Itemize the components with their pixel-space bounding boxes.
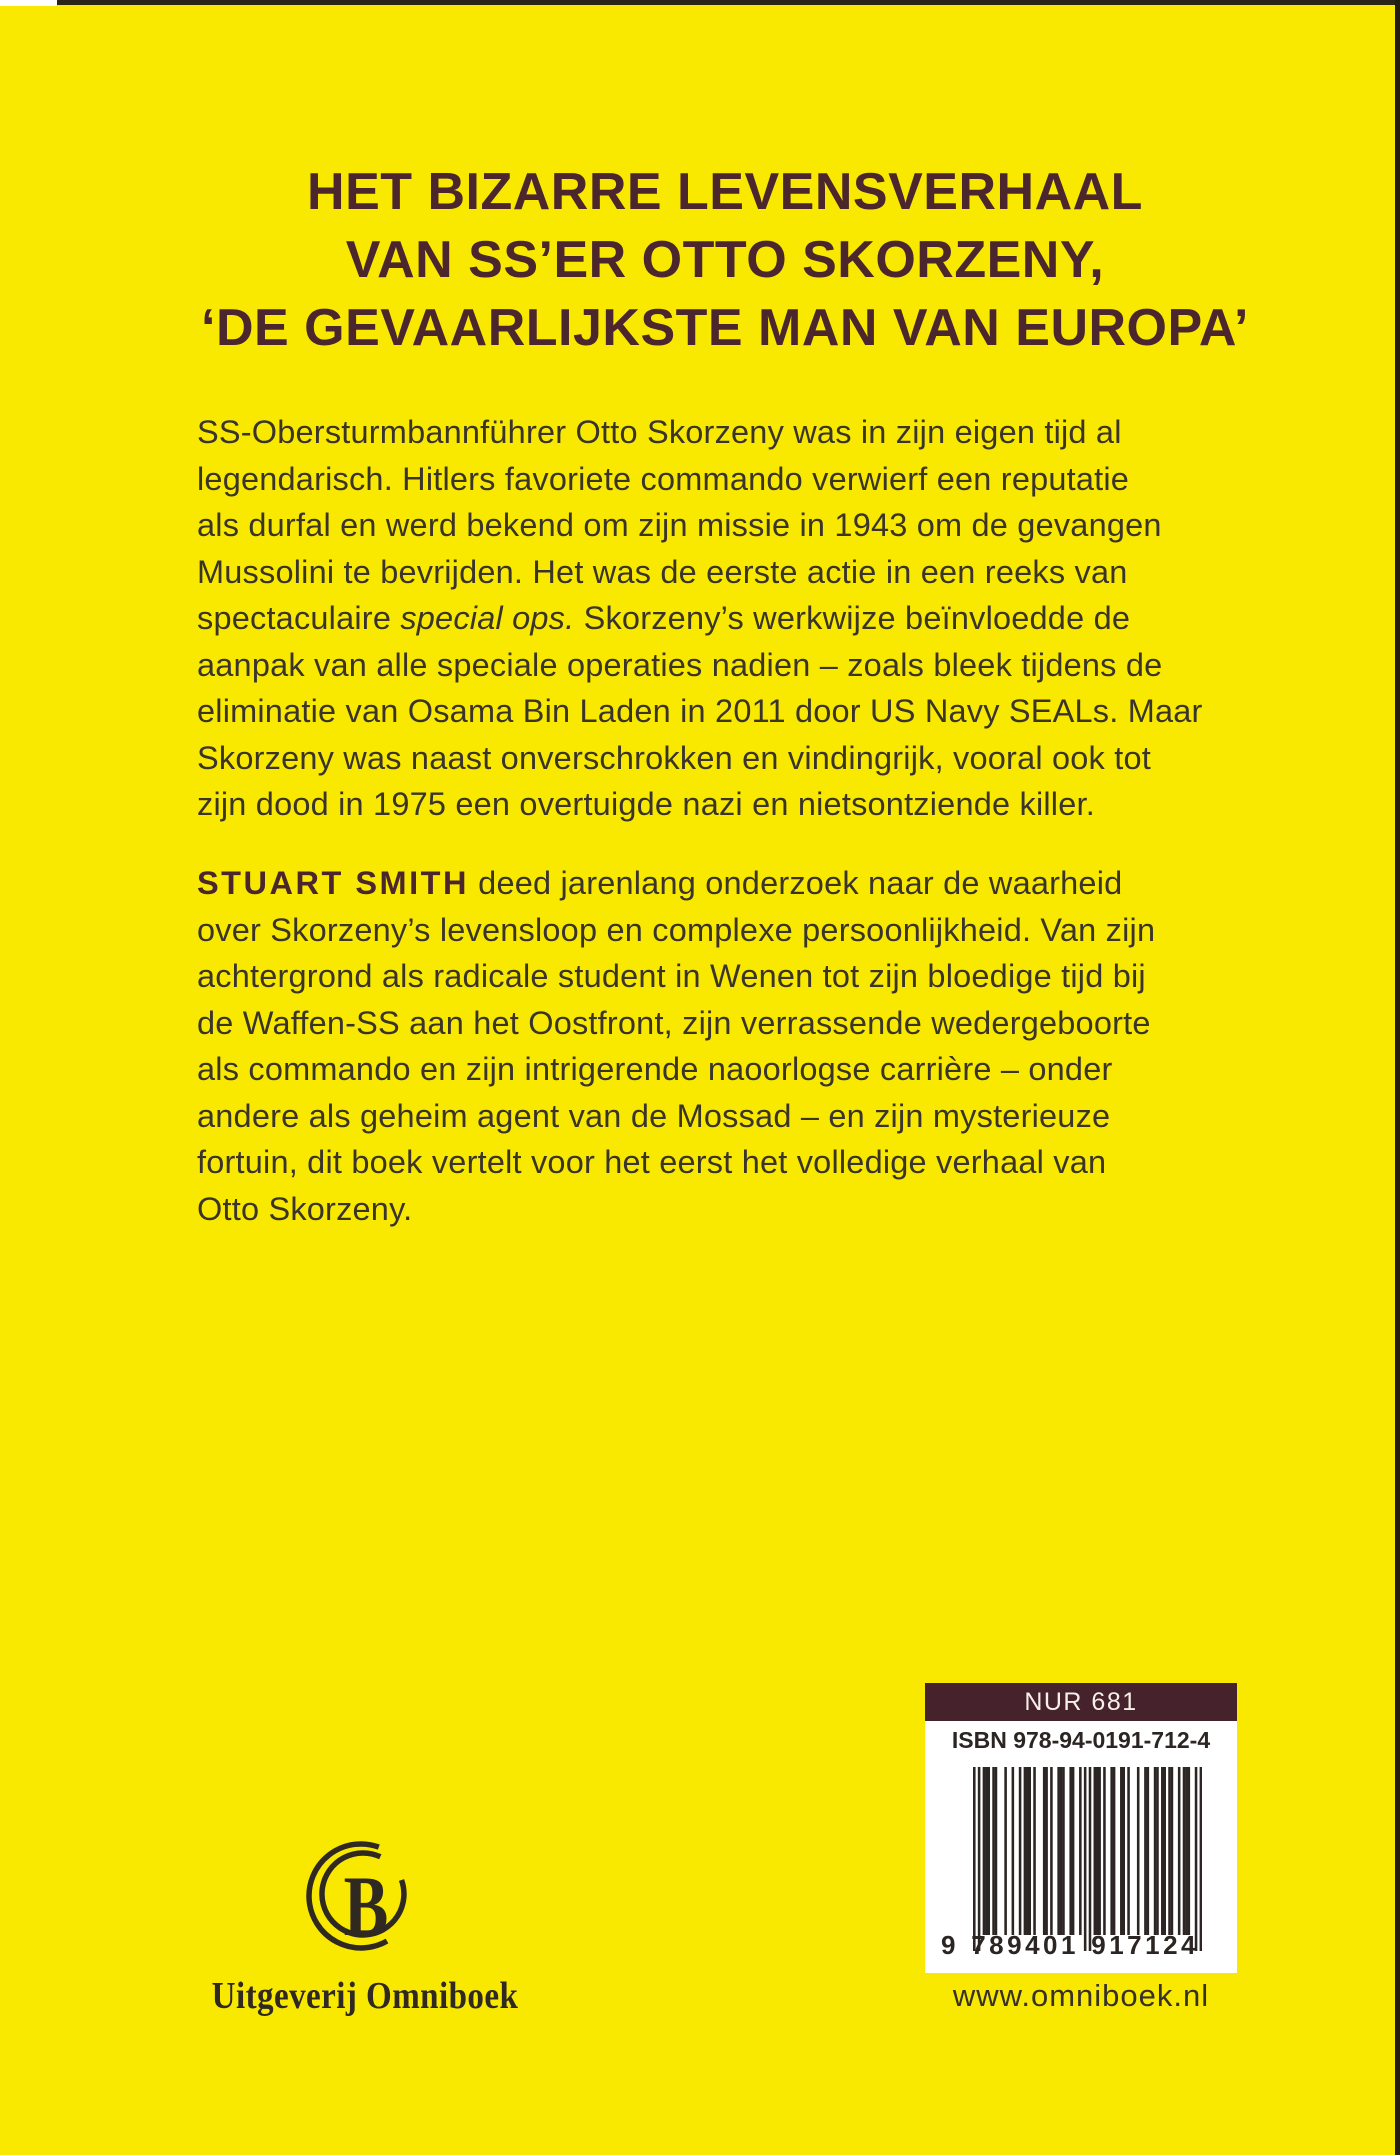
synopsis-text: spectaculaire	[197, 600, 401, 636]
tagline-line-3: ‘DE GEVAARLIJKSTE MAN VAN EUROPA’	[201, 299, 1249, 357]
barcode-digits	[941, 1930, 1199, 1961]
synopsis-line: legendarisch. Hitlers favoriete commando verwierf een reputatie	[197, 460, 1130, 497]
publisher-website: www.omniboek.nl	[952, 1978, 1210, 2013]
nur-band	[925, 1683, 1237, 1721]
publisher-name: Uitgeverij Omniboek	[211, 1975, 519, 2017]
author-bio-line: Otto Skorzeny.	[197, 1190, 413, 1227]
synopsis-text: Skorzeny’s werkwijze beïnvloedde de	[574, 600, 1131, 636]
barcode	[973, 1767, 1202, 1951]
nur-label: NUR 681	[1024, 1688, 1138, 1716]
publisher-monogram-icon	[295, 1830, 435, 1970]
author-bio-line: de Waffen-SS aan het Oostfront, zijn verrassende wedergeboorte	[197, 1004, 1151, 1041]
author-bio-line: andere als geheim agent van de Mossad – en zijn mysterieuze	[197, 1097, 1111, 1134]
synopsis-italic-text: special ops.	[400, 600, 575, 636]
scan-edge-top	[57, 0, 1400, 5]
tagline-line-1: HET BIZARRE LEVENSVERHAAL	[307, 163, 1143, 221]
author-bio-line: fortuin, dit boek vertelt voor het eerst het volledige verhaal van	[197, 1144, 1107, 1180]
tagline-line-2: VAN SS’ER OTTO SKORZENY,	[345, 231, 1105, 289]
cover-tagline	[145, 158, 1305, 362]
synopsis-paragraph	[197, 409, 1267, 828]
synopsis-line: Mussolini te bevrijden. Het was de eerste actie in een reeks van	[197, 553, 1128, 590]
synopsis-line: eliminatie van Osama Bin Laden in 2011 door US Navy SEALs. Maar	[197, 693, 1203, 729]
author-bio-text: deed jarenlang onderzoek naar de waarheid	[468, 865, 1123, 901]
scan-corner-notch	[0, 0, 57, 6]
author-paragraph	[197, 860, 1267, 1232]
author-bio-line: over Skorzeny’s levensloop en complexe persoonlijkheid. Van zijn	[197, 911, 1156, 948]
author-bio-line: als commando en zijn intrigerende naoorlogse carrière – onder	[197, 1051, 1113, 1087]
scan-edge-right	[1395, 0, 1400, 2155]
synopsis-line: Skorzeny was naast onverschrokken en vindingrijk, vooral ook tot	[197, 739, 1151, 776]
ean-right-group: 917124	[1091, 1930, 1199, 1960]
synopsis-line: aanpak van alle speciale operaties nadien – zoals bleek tijdens de	[197, 646, 1163, 683]
publisher-monogram-letter: B	[343, 1858, 389, 1954]
synopsis-line	[197, 595, 1267, 642]
synopsis-line: SS-Obersturmbannführer Otto Skorzeny was in zijn eigen tijd al	[197, 414, 1122, 450]
synopsis-line: zijn dood in 1975 een overtuigde nazi en nietsontziende killer.	[197, 786, 1095, 822]
ean-lead-digit: 9	[941, 1930, 959, 1960]
synopsis-line: als durfal en werd bekend om zijn missie in 1943 om de gevangen	[197, 507, 1162, 543]
author-bio-line	[197, 860, 1267, 907]
author-bio-line: achtergrond als radicale student in Wenen tot zijn bloedige tijd bij	[197, 958, 1146, 994]
author-name: STUART SMITH	[197, 865, 469, 901]
ean-left-group: 789401	[971, 1930, 1079, 1960]
isbn-label: ISBN 978-94-0191-712-4	[951, 1727, 1211, 1753]
